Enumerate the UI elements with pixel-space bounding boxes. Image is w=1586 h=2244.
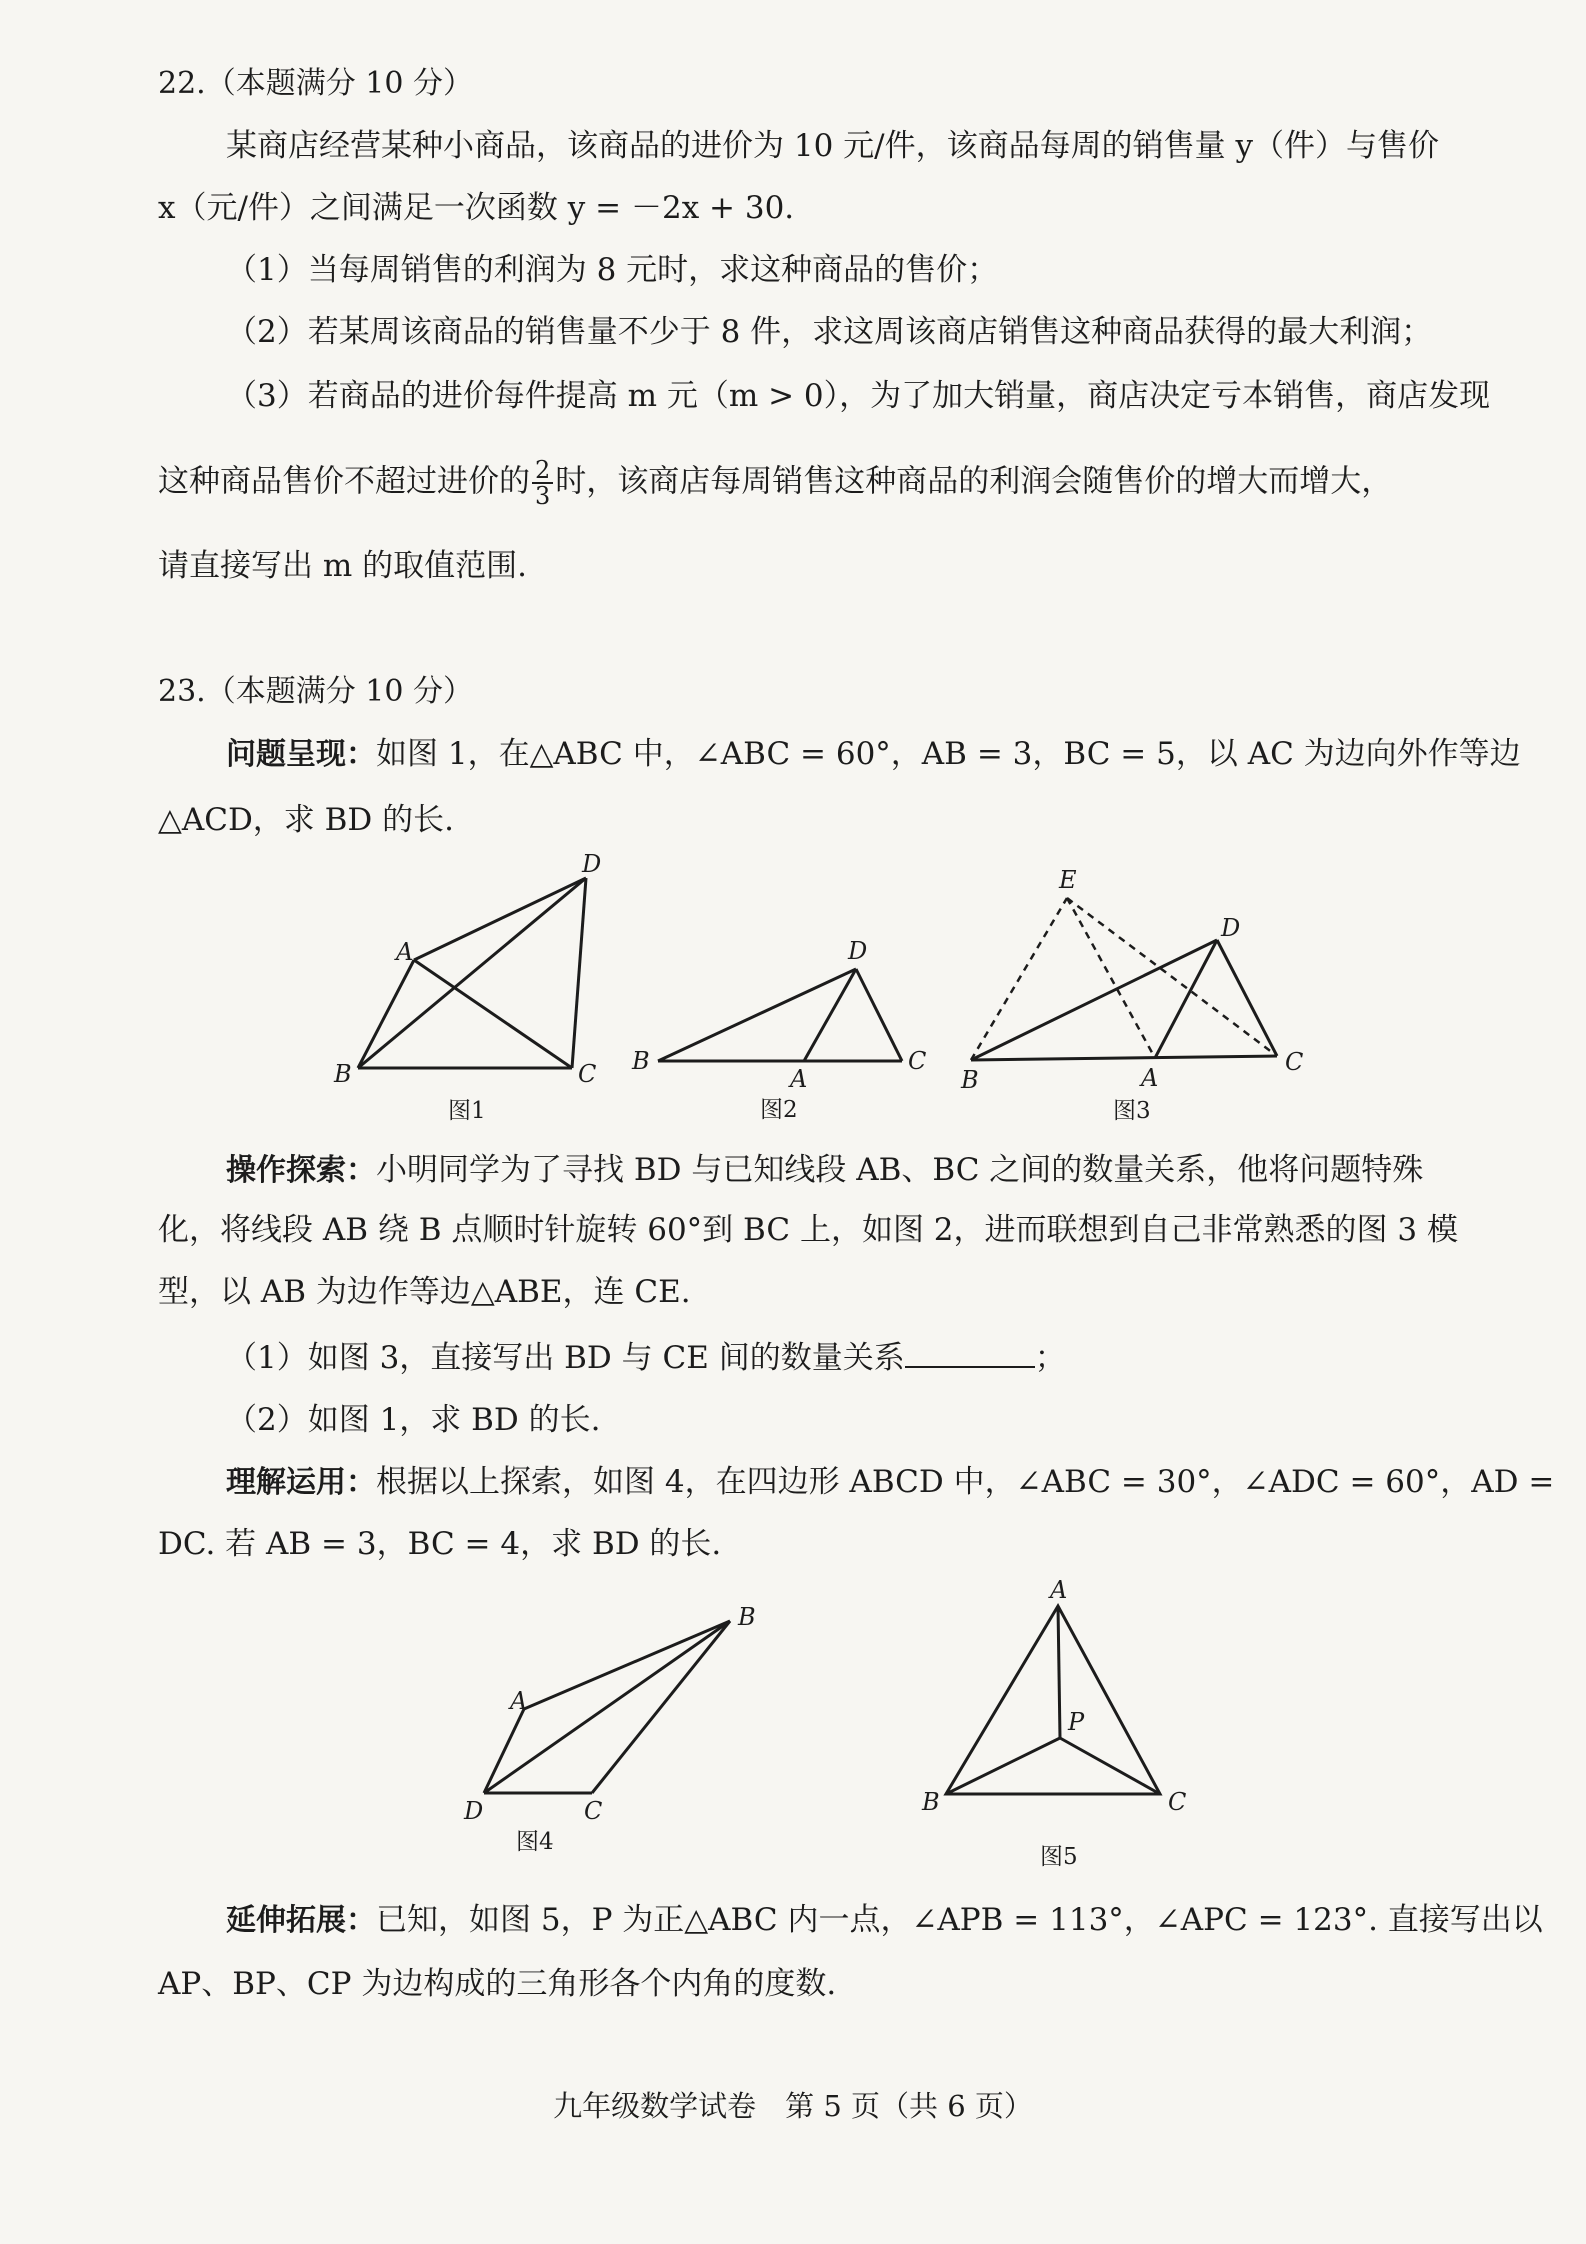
fig2-label-C: C — [908, 1047, 927, 1075]
q23-apply-line-1 — [226, 1462, 1554, 1503]
section-label-extend: 延伸拓展： — [226, 1903, 376, 1938]
fig4-label-B: B — [738, 1603, 756, 1631]
q22-paragraph-line-2: x（元/件）之间满足一次函数 y = －2x + 30. — [158, 190, 795, 226]
q23-sub-1-text: （1）如图 3，直接写出 BD 与 CE 间的数量关系 — [226, 1340, 905, 1376]
fig4-label-D: D — [464, 1797, 484, 1825]
q22-sub-3-pre: 这种商品售价不超过进价的 — [158, 463, 530, 500]
fraction-denominator: 3 — [535, 482, 551, 510]
fig1-label-A: A — [396, 938, 414, 966]
fig5-label-C: C — [1168, 1788, 1187, 1816]
fig1-label-B: B — [334, 1060, 352, 1088]
q22-paragraph-line-1: 某商店经营某种小商品，该商品的进价为 10 元/件，该商品每周的销售量 y（件）与售价 — [226, 128, 1439, 164]
q23-heading: 23.（本题满分 10 分） — [158, 674, 473, 709]
q23-intro-line-2: △ACD，求 BD 的长. — [158, 802, 454, 838]
fig4-label-C: C — [584, 1797, 603, 1825]
q23-sub-1 — [226, 1338, 1066, 1378]
fig3-label-D: D — [1221, 914, 1241, 942]
q23-explore-line-3: 型，以 AB 为边作等边△ABE，连 CE. — [158, 1274, 691, 1310]
q23-extend-text: 已知，如图 5，P 为正△ABC 内一点，∠APB = 113°，∠APC = 123°. 直接写出以 — [376, 1902, 1543, 1938]
q23-extend-line-2: AP、BP、CP 为边构成的三角形各个内角的度数. — [158, 1966, 837, 2002]
q23-extend-line-1 — [226, 1900, 1543, 1941]
q23-explore-line-2: 化，将线段 AB 绕 B 点顺时针旋转 60°到 BC 上，如图 2，进而联想到自己非常熟悉的图 3 模 — [158, 1212, 1458, 1248]
fig5-label-A: A — [1050, 1576, 1068, 1604]
q22-sub-2: （2）若某周该商品的销售量不少于 8 件，求这周该商店销售这种商品获得的最大利润； — [226, 314, 1433, 350]
q23-intro-text: 如图 1，在△ABC 中，∠ABC = 60°，AB = 3，BC = 5，以 AC 为边向外作等边 — [376, 736, 1521, 772]
fig3-label-A: A — [1141, 1064, 1159, 1092]
fig2-label-D: D — [848, 937, 868, 965]
section-label-explore: 操作探索： — [226, 1153, 376, 1188]
section-label-problem: 问题呈现： — [226, 737, 376, 772]
fig5-caption: 图5 — [1040, 1844, 1078, 1870]
section-label-apply: 理解运用： — [226, 1465, 376, 1500]
answer-blank[interactable] — [905, 1340, 1035, 1368]
figure-4 — [460, 1585, 780, 1865]
fig2-caption: 图2 — [760, 1097, 798, 1123]
q22-heading: 22.（本题满分 10 分） — [158, 66, 473, 101]
q23-explore-text: 小明同学为了寻找 BD 与已知线段 AB、BC 之间的数量关系，他将问题特殊 — [376, 1152, 1424, 1188]
figure-5 — [900, 1570, 1240, 1880]
fraction-numerator: 2 — [532, 458, 553, 484]
figure-3 — [955, 860, 1315, 1130]
q23-apply-text: 根据以上探索，如图 4，在四边形 ABCD 中，∠ABC = 30°，∠ADC = 60°，AD = — [376, 1464, 1555, 1500]
fraction-two-thirds — [532, 458, 553, 508]
q22-sub-3-line-2 — [158, 458, 1392, 508]
figure-2 — [630, 935, 930, 1135]
fig1-caption: 图1 — [448, 1098, 486, 1124]
q22-sub-3-line-3: 请直接写出 m 的取值范围. — [158, 548, 527, 584]
fig1-label-D: D — [582, 850, 602, 878]
q23-apply-line-2: DC. 若 AB = 3，BC = 4，求 BD 的长. — [158, 1526, 722, 1562]
q23-sub-1-end: ； — [1034, 1340, 1066, 1376]
fig4-label-A: A — [510, 1687, 528, 1715]
fig4-caption: 图4 — [516, 1829, 554, 1855]
fig2-label-A: A — [790, 1065, 808, 1093]
fig3-caption: 图3 — [1113, 1098, 1151, 1124]
fig5-label-P: P — [1068, 1708, 1085, 1736]
q23-intro-line-1 — [226, 734, 1521, 775]
q23-sub-2: （2）如图 1，求 BD 的长. — [226, 1402, 601, 1438]
q22-sub-3-post: 时，该商店每周销售这种商品的利润会随售价的增大而增大， — [555, 463, 1393, 500]
fig3-label-E: E — [1059, 866, 1077, 894]
page-footer: 九年级数学试卷 第 5 页（共 6 页） — [553, 2089, 1033, 2123]
q22-sub-1: （1）当每周销售的利润为 8 元时，求这种商品的售价； — [226, 252, 999, 288]
figure-1 — [330, 850, 630, 1140]
q22-sub-3: （3）若商品的进价每件提高 m 元（m > 0），为了加大销量，商店决定亏本销售，商店发现 — [226, 378, 1491, 414]
fig5-label-B: B — [922, 1788, 940, 1816]
fig3-label-B: B — [961, 1066, 979, 1094]
fig3-label-C: C — [1285, 1048, 1304, 1076]
fig1-label-C: C — [578, 1060, 597, 1088]
fig2-label-B: B — [632, 1047, 650, 1075]
q23-explore-line-1 — [226, 1150, 1423, 1191]
